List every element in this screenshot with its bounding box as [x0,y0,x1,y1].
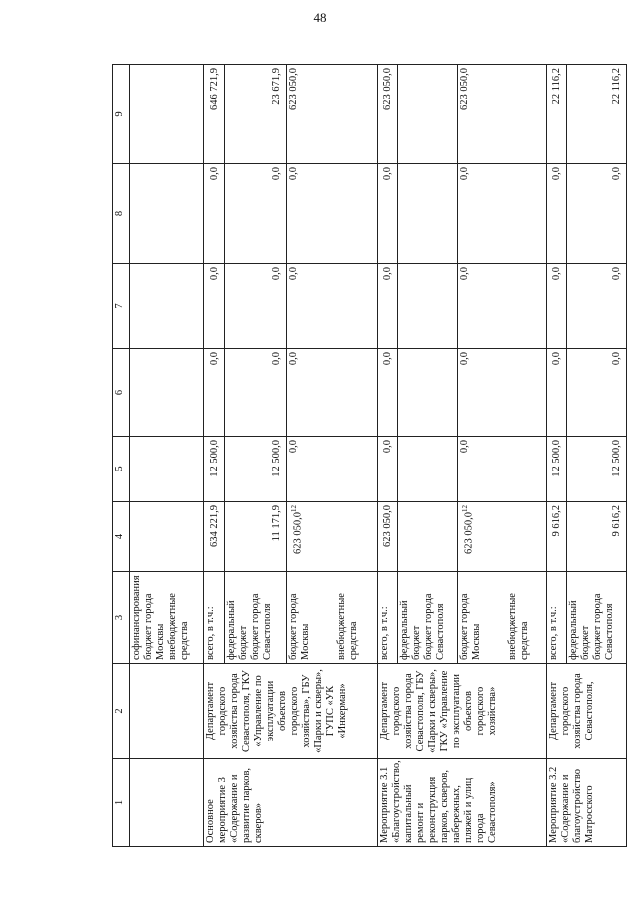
header-cell: 7 [113,264,130,349]
budget-table [112,64,627,847]
header-cell: 9 [113,65,130,164]
source-cell: федеральный бюджет бюджет города Севастополя [224,572,286,664]
table-row: бюджет города Москвы внебюджетные средства 623 050,0$^{12}$ 0,0 0,0 0,0 0,0 623 050,0 [458,65,547,847]
table-row: бюджет города Москвы внебюджетные средства 623 050,0$^{12}$ 0,0 0,0 0,0 0,0 623 050,0 [286,65,377,847]
source-cell: всего, в т.ч.: [546,572,566,664]
header-cell: 3 [113,572,130,664]
source-cell: бюджет города Москвы внебюджетные средства [458,572,547,664]
executor: Департамент городского хозяйства города Севастополя, [546,664,626,759]
header-cell: 5 [113,437,130,502]
measure-name: Основное мероприятие 3 «Содержание и развитие парков, скверов» [204,759,378,847]
executor: Департамент городского хозяйства города Севастополя, ГБУ «Парки и скверы», ГКУ «Управление по эксплуатации объектов городского хозяйства» [377,664,546,759]
source-cell: всего, в т.ч.: [204,572,225,664]
source-cell: софинансирования бюджет города Москвы внебюджетные средства [130,572,204,664]
header-cell: 2 [113,664,130,759]
rotated-table-container [112,65,627,847]
source-cell: федеральный бюджет бюджет города Севастополя [566,572,626,664]
header-cell: 4 [113,502,130,572]
header-row [113,65,130,847]
source-cell: федеральный бюджет бюджет города Севастополя [397,572,457,664]
table-row: федеральный бюджет бюджет города Севастополя 9 616,2 12 500,0 0,0 0,0 0,0 22 116,2 [566,65,626,847]
table-row: федеральный бюджет бюджет города Севастополя 11 171,9 12 500,0 0,0 0,0 0,0 23 671,9 [224,65,286,847]
source-cell: всего, в т.ч.: [377,572,397,664]
table-row: Мероприятие 3.2 «Содержание и благоустройство Матросского Департамент городского хозяйства города Севастополя, всего, в т.ч.: 9 616,2 12 500,0 0,0 0,0 0,0 22 116,2 [546,65,566,847]
table-row: Основное мероприятие 3 «Содержание и развитие парков, скверов» Департамент городского хозяйства города Севастополя, ГКУ «Управление по эксплуатации объектов городского хозяйства», ГБУ «Парки и скверы», ГУПС «УК «Инкерман» всего, в т.ч.: 634 221,9 12 500,0 0,0 0,0 0,0 646 721,9 [204,65,225,847]
table-row: Мероприятие 3.1 «Благоустройство, капитальный ремонт и реконструкция парков, скверов, набережных, пляжей и улиц города Севастополя» Департамент городского хозяйства города Севастополя, ГБУ «Парки и скверы», ГКУ «Управление по эксплуатации объектов городского хозяйства» всего, в т.ч.: 623 050,0 0,0 0,0 0,0 0,0 623 050,0 [377,65,397,847]
table-row [130,65,204,847]
page-number: 48 [313,10,327,25]
executor: Департамент городского хозяйства города Севастополя, ГКУ «Управление по эксплуатации объектов городского хозяйства», ГБУ «Парки и скверы», ГУПС «УК «Инкерман» [204,664,378,759]
measure-name: Мероприятие 3.1 «Благоустройство, капитальный ремонт и реконструкция парков, скверов, набережных, пляжей и улиц города Севастополя» [377,759,546,847]
header-cell: 8 [113,164,130,264]
measure-name: Мероприятие 3.2 «Содержание и благоустройство Матросского [546,759,626,847]
source-cell: бюджет города Москвы внебюджетные средства [286,572,377,664]
header-cell: 1 [113,759,130,847]
header-cell: 6 [113,349,130,437]
